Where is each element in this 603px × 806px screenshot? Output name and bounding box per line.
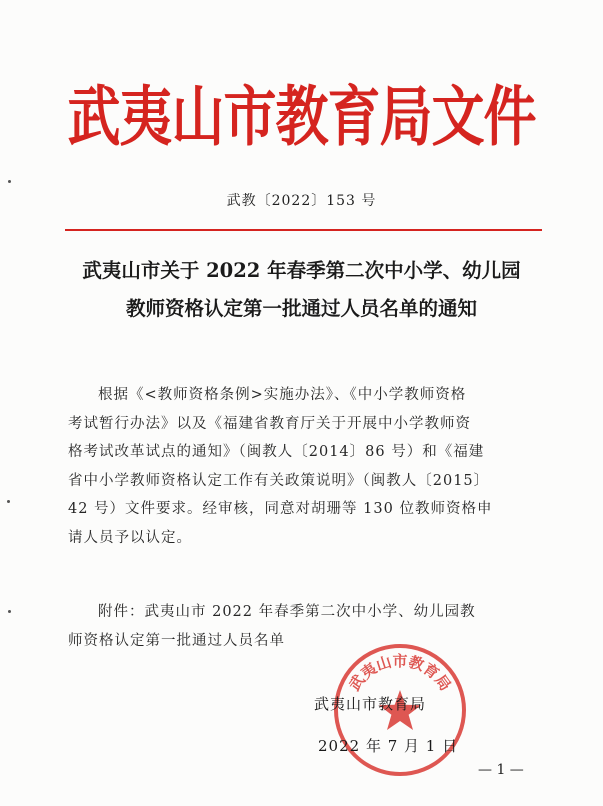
attachment-line: 附件：武夷山市 2022 年春季第二次中小学、幼儿园教	[98, 604, 476, 620]
seal-text: 武夷山市教育局	[345, 652, 455, 695]
attachment-line: 师资格认定第一批通过人员名单	[68, 632, 285, 649]
body-line: 格考试改革试点的通知》（闽教人〔2014〕86 号）和《福建	[68, 444, 485, 460]
scan-speck	[7, 500, 10, 503]
body-line: 42 号）文件要求。经审核，同意对胡珊等 130 位教师资格申	[68, 501, 493, 517]
body-line: 省中小学教师资格认定工作有关政策说明》（闽教人〔2015〕	[68, 472, 490, 489]
signature-date: 2022 年 7 月 1 日	[318, 737, 459, 755]
attachment-paragraph	[68, 598, 545, 655]
document-header-title: 武夷山市教育局文件	[67, 79, 536, 156]
page-number: — 1 —	[478, 762, 524, 778]
red-divider-line	[65, 229, 542, 231]
notice-title-line-1: 武夷山市关于 2022 年春季第二次中小学、幼儿园	[82, 259, 521, 282]
body-line: 请人员予以认定。	[68, 529, 192, 546]
scan-speck	[8, 180, 11, 183]
body-line: 根据《<教师资格条例>实施办法》、《中小学教师资格	[98, 387, 467, 403]
body-paragraph	[68, 381, 545, 552]
document-number: 武教〔2022〕153 号	[226, 193, 377, 209]
notice-title-line-2: 教师资格认定第一批通过人员名单的通知	[125, 297, 477, 320]
scan-speck	[8, 610, 11, 613]
notice-title	[0, 252, 603, 328]
signature-organization: 武夷山市教育局	[314, 695, 427, 713]
body-line: 考试暂行办法》以及《福建省教育厅关于开展中小学教师资	[68, 415, 471, 432]
